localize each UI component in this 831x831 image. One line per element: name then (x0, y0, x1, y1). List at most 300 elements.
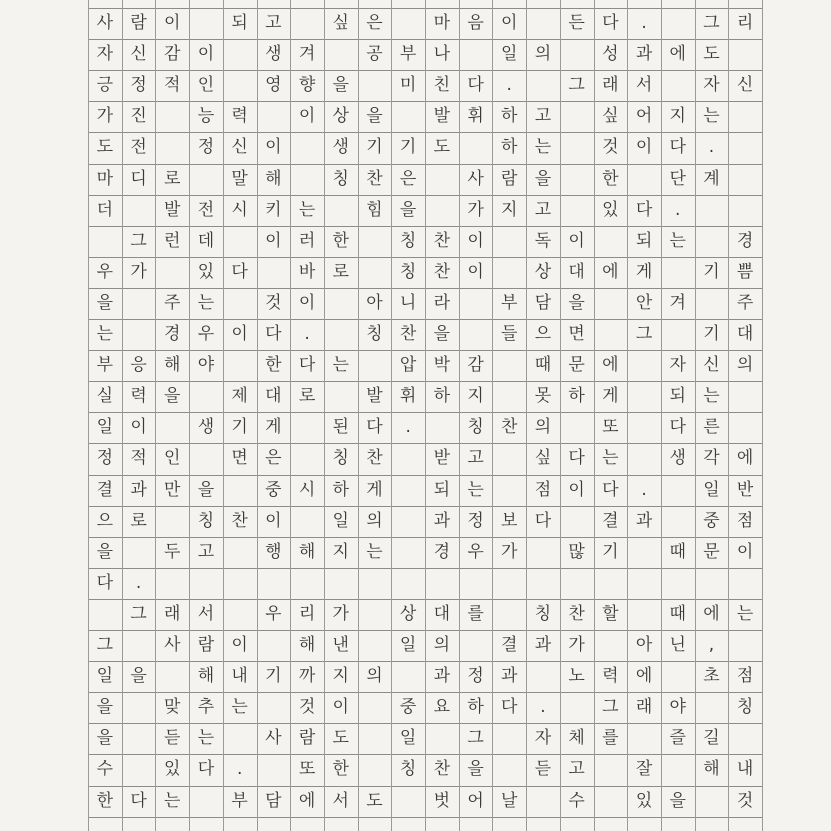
manuscript-cell: 람 (501, 168, 518, 189)
manuscript-cell (560, 692, 594, 723)
manuscript-cell: 칭 (197, 510, 215, 531)
manuscript-cell (627, 164, 661, 195)
manuscript-cell: . (708, 137, 715, 158)
manuscript-cell (594, 319, 628, 350)
manuscript-cell: 을 (568, 292, 585, 313)
manuscript-cell (695, 288, 729, 319)
manuscript-cell: 정 (467, 510, 484, 531)
manuscript-cell: 감 (164, 44, 181, 65)
manuscript-cell: 칭 (399, 261, 417, 282)
manuscript-cell: 마 (433, 13, 451, 34)
manuscript-cell: 는 (96, 324, 114, 345)
manuscript-cell (560, 101, 594, 132)
manuscript-cell (695, 786, 729, 817)
manuscript-cell: 발 (164, 199, 181, 220)
manuscript-cell: 서 (332, 790, 349, 811)
manuscript-cell: 면 (568, 324, 585, 345)
manuscript-cell: 휘 (399, 386, 417, 407)
manuscript-cell: 하 (433, 386, 451, 407)
manuscript-cell (122, 288, 156, 319)
manuscript-cell (695, 692, 729, 723)
manuscript-cell (358, 754, 392, 785)
manuscript-cell: 과 (635, 510, 653, 531)
manuscript-cell: 문 (568, 355, 585, 376)
manuscript-cell: 이 (332, 697, 349, 718)
manuscript-cell: 있 (635, 790, 653, 811)
manuscript-cell (122, 630, 156, 661)
manuscript-cell: 이 (197, 44, 215, 65)
manuscript-cell: 부 (231, 790, 248, 811)
manuscript-cell (155, 101, 189, 132)
manuscript-cell (257, 257, 291, 288)
manuscript-cell: 때 (669, 603, 686, 624)
manuscript-cell: 그 (635, 324, 653, 345)
manuscript-cell: 으 (96, 510, 114, 531)
manuscript-cell: 이 (501, 13, 518, 34)
manuscript-cell: 한 (602, 168, 619, 189)
manuscript-cell: 게 (635, 261, 653, 282)
manuscript-cell: 과 (635, 44, 653, 65)
manuscript-cell: 한 (332, 759, 349, 780)
manuscript-cell (560, 164, 594, 195)
manuscript-cell (223, 475, 257, 506)
manuscript-cell: 한 (332, 230, 349, 251)
manuscript-cell (358, 630, 392, 661)
manuscript-cell: 것 (298, 697, 316, 718)
manuscript-cell: . (540, 697, 546, 718)
manuscript-cell: 다 (467, 75, 484, 96)
manuscript-cell: 상 (332, 106, 349, 127)
manuscript-cell: 기 (366, 137, 383, 158)
manuscript-cell: 일 (332, 510, 349, 531)
manuscript-cell: 듣 (164, 728, 181, 749)
manuscript-cell: 이 (265, 137, 282, 158)
manuscript-cell: 지 (669, 106, 686, 127)
manuscript-cell (324, 195, 358, 226)
manuscript-cell (560, 132, 594, 163)
manuscript-cell (290, 132, 324, 163)
manuscript-cell: 게 (366, 479, 383, 500)
manuscript-cell (459, 39, 493, 70)
manuscript-cell: 것 (265, 292, 282, 313)
manuscript-cell (324, 319, 358, 350)
manuscript-cell: 가 (467, 199, 484, 220)
manuscript-cell (122, 195, 156, 226)
manuscript-cell: 겨 (669, 292, 686, 313)
manuscript-cell (88, 599, 122, 630)
manuscript-cell: 의 (366, 510, 383, 531)
manuscript-cell: 람 (130, 13, 147, 34)
manuscript-cell: 다 (96, 572, 114, 593)
manuscript-cell: 는 (197, 728, 215, 749)
manuscript-cell: 을 (534, 168, 552, 189)
manuscript-cell: 시 (231, 199, 248, 220)
manuscript-cell: 을 (467, 759, 484, 780)
manuscript-cell (324, 381, 358, 412)
manuscript-cell: 정 (96, 448, 114, 469)
manuscript-cell (189, 8, 223, 39)
manuscript-cell: 람 (298, 728, 316, 749)
manuscript-cell: 는 (332, 355, 349, 376)
manuscript-cell: 지 (332, 666, 349, 687)
manuscript-cell: 신 (703, 355, 720, 376)
manuscript-cell: 있 (197, 261, 215, 282)
manuscript-cell: 기 (703, 261, 720, 282)
manuscript-cell: 하 (501, 137, 518, 158)
manuscript-cell: 상 (399, 603, 417, 624)
manuscript-cell: 을 (130, 666, 147, 687)
manuscript-cell: 에 (602, 355, 619, 376)
manuscript-cell: 의 (736, 355, 754, 376)
manuscript-cell (223, 288, 257, 319)
manuscript-cell: 찬 (366, 448, 383, 469)
manuscript-cell: 서 (197, 603, 215, 624)
manuscript-cell: 든 (568, 13, 585, 34)
manuscript-cell: 으 (534, 324, 552, 345)
manuscript-cell (425, 195, 459, 226)
manuscript-cell: 하 (467, 697, 484, 718)
manuscript-cell: 어 (467, 790, 484, 811)
manuscript-cell: 을 (332, 75, 349, 96)
manuscript-cell: 싶 (534, 448, 552, 469)
manuscript-cell: 사 (164, 635, 181, 656)
manuscript-cell: 고 (467, 448, 484, 469)
manuscript-cell: 래 (635, 697, 653, 718)
manuscript-cell: 기 (265, 666, 282, 687)
manuscript-cell (526, 70, 560, 101)
manuscript-cell: 대 (736, 324, 754, 345)
manuscript-cell: 그 (130, 230, 147, 251)
manuscript-cell: 또 (602, 417, 619, 438)
manuscript-cell (425, 723, 459, 754)
manuscript-cell: 다 (231, 261, 248, 282)
manuscript-cell: . (135, 572, 142, 593)
manuscript-cell: 도 (703, 44, 720, 65)
manuscript-cell: 다 (298, 355, 316, 376)
manuscript-cell (391, 506, 425, 537)
manuscript-cell: 경 (736, 230, 754, 251)
manuscript-cell: 이 (231, 324, 248, 345)
manuscript-cell: 박 (433, 355, 451, 376)
manuscript-cell: 것 (736, 790, 754, 811)
manuscript-cell: 중 (399, 697, 417, 718)
manuscript-cell: 추 (197, 697, 215, 718)
manuscript-cell: 과 (501, 666, 518, 687)
manuscript-cell: 를 (467, 603, 484, 624)
manuscript-cell: 키 (265, 199, 282, 220)
manuscript-cell (594, 288, 628, 319)
manuscript-cell: 수 (568, 790, 585, 811)
manuscript-cell: 까 (298, 666, 316, 687)
manuscript-cell (155, 257, 189, 288)
manuscript-cell: 있 (164, 759, 181, 780)
manuscript-cell: 받 (433, 448, 451, 469)
manuscript-cell: 만 (164, 479, 181, 500)
manuscript-cell (88, 226, 122, 257)
manuscript-cell (155, 412, 189, 443)
manuscript-cell (627, 412, 661, 443)
manuscript-cell (391, 101, 425, 132)
manuscript-cell (122, 723, 156, 754)
manuscript-cell: 력 (231, 106, 248, 127)
manuscript-cell (391, 786, 425, 817)
manuscript-cell: . (641, 13, 647, 34)
manuscript-cell: 이 (130, 417, 147, 438)
manuscript-cell: 많 (568, 541, 585, 562)
manuscript-cell: 신 (130, 44, 147, 65)
manuscript-cell: 기 (231, 417, 248, 438)
manuscript-cell: 고 (534, 199, 552, 220)
manuscript-cell: 이 (231, 635, 248, 656)
manuscript-cell: 이 (298, 106, 316, 127)
manuscript-cell: 하 (501, 106, 518, 127)
manuscript-cell: 는 (736, 603, 754, 624)
manuscript-cell: 때 (534, 355, 552, 376)
manuscript-cell: 적 (130, 448, 147, 469)
manuscript-cell (661, 506, 695, 537)
manuscript-cell: 게 (265, 417, 282, 438)
manuscript-cell (391, 537, 425, 568)
manuscript-cell: 이 (568, 230, 585, 251)
manuscript-cell: 우 (265, 603, 282, 624)
manuscript-cell (391, 661, 425, 692)
manuscript-cell: 지 (501, 199, 518, 220)
manuscript-cell (223, 39, 257, 70)
manuscript-cell: 이 (467, 261, 484, 282)
manuscript-cell: 을 (669, 790, 686, 811)
manuscript-cell: 런 (164, 230, 181, 251)
manuscript-cell: 사 (96, 13, 114, 34)
manuscript-cell: 요 (433, 697, 451, 718)
manuscript-cell: 은 (265, 448, 282, 469)
manuscript-cell: 미 (399, 75, 417, 96)
manuscript-cell (594, 630, 628, 661)
manuscript-cell: 래 (602, 75, 619, 96)
manuscript-cell: . (405, 417, 411, 438)
manuscript-cell: 결 (501, 635, 518, 656)
manuscript-cell: 라 (433, 292, 451, 313)
manuscript-cell: 단 (669, 168, 686, 189)
manuscript-cell: 칭 (534, 603, 552, 624)
manuscript-cell (155, 506, 189, 537)
manuscript-cell: 하 (568, 386, 585, 407)
manuscript-cell: 을 (96, 697, 114, 718)
manuscript-cell: 의 (433, 635, 451, 656)
manuscript-cell: 는 (703, 106, 720, 127)
manuscript-cell: 자 (96, 44, 114, 65)
manuscript-cell: 일 (96, 666, 114, 687)
manuscript-cell: 신 (231, 137, 248, 158)
manuscript-cell: 힘 (366, 199, 383, 220)
manuscript-cell: 서 (635, 75, 653, 96)
manuscript-cell: 게 (602, 386, 619, 407)
manuscript-cell (661, 754, 695, 785)
manuscript-cell: 야 (197, 355, 215, 376)
manuscript-cell (257, 692, 291, 723)
manuscript-cell: 수 (96, 759, 114, 780)
manuscript-cell (189, 786, 223, 817)
manuscript-cell: 또 (298, 759, 316, 780)
manuscript-cell (560, 195, 594, 226)
manuscript-cell: 다 (501, 697, 518, 718)
manuscript-cell: 보 (501, 510, 518, 531)
manuscript-cell: 경 (164, 324, 181, 345)
manuscript-cell: 응 (130, 355, 147, 376)
manuscript-cell: 내 (231, 666, 248, 687)
manuscript-cell: 어 (635, 106, 653, 127)
manuscript-cell: 를 (602, 728, 619, 749)
manuscript-cell: 칭 (736, 697, 754, 718)
manuscript-cell: 정 (197, 137, 215, 158)
manuscript-cell: 결 (602, 510, 619, 531)
manuscript-cell (627, 381, 661, 412)
manuscript-cell (526, 537, 560, 568)
manuscript-cell: 과 (433, 666, 451, 687)
manuscript-cell: 싶 (602, 106, 619, 127)
manuscript-cell: 이 (298, 292, 316, 313)
manuscript-cell: 부 (501, 292, 518, 313)
manuscript-cell: 공 (366, 44, 383, 65)
manuscript-cell: 을 (96, 541, 114, 562)
manuscript-cell: 한 (265, 355, 282, 376)
manuscript-cell: 그 (96, 635, 114, 656)
manuscript-cell (189, 164, 223, 195)
manuscript-cell: 점 (736, 666, 754, 687)
manuscript-cell: 부 (96, 355, 114, 376)
manuscript-cell: . (641, 479, 647, 500)
manuscript-cell: 해 (703, 759, 720, 780)
manuscript-cell (492, 475, 526, 506)
manuscript-cell (155, 661, 189, 692)
manuscript-cell: 인 (164, 448, 181, 469)
manuscript-cell (358, 257, 392, 288)
manuscript-cell: 도 (96, 137, 114, 158)
manuscript-cell (257, 101, 291, 132)
manuscript-cell: 이 (164, 13, 181, 34)
manuscript-cell: 은 (399, 168, 417, 189)
manuscript-cell: 에 (602, 261, 619, 282)
manuscript-cell (661, 319, 695, 350)
manuscript-cell (223, 723, 257, 754)
manuscript-cell: 부 (399, 44, 417, 65)
manuscript-cell: 못 (534, 386, 552, 407)
grid-column-line (762, 0, 763, 831)
manuscript-cell: 우 (467, 541, 484, 562)
manuscript-cell: 른 (703, 417, 720, 438)
manuscript-cell: 길 (703, 728, 720, 749)
manuscript-cell: 찬 (231, 510, 248, 531)
manuscript-cell: 반 (736, 479, 754, 500)
manuscript-cell: 그 (568, 75, 585, 96)
manuscript-cell: 긍 (96, 75, 114, 96)
manuscript-cell: 다 (669, 417, 686, 438)
manuscript-cell (223, 70, 257, 101)
manuscript-cell (627, 537, 661, 568)
manuscript-cell: 기 (703, 324, 720, 345)
manuscript-cell: 지 (332, 541, 349, 562)
manuscript-cell (358, 692, 392, 723)
manuscript-cell: 주 (736, 292, 754, 313)
manuscript-cell: 싶 (332, 13, 349, 34)
manuscript-cell: 로 (130, 510, 147, 531)
manuscript-cell: 도 (366, 790, 383, 811)
manuscript-cell (290, 506, 324, 537)
manuscript-cell: 주 (164, 292, 181, 313)
manuscript-cell: 해 (164, 355, 181, 376)
manuscript-cell: 때 (669, 541, 686, 562)
manuscript-cell: 도 (433, 137, 451, 158)
manuscript-cell: . (304, 324, 310, 345)
manuscript-cell: 향 (298, 75, 316, 96)
manuscript-cell: 고 (197, 541, 215, 562)
manuscript-cell: 자 (703, 75, 720, 96)
manuscript-cell (492, 723, 526, 754)
manuscript-cell: 찬 (366, 168, 383, 189)
manuscript-cell: 시 (298, 479, 316, 500)
manuscript-cell (728, 630, 762, 661)
manuscript-cell: 결 (96, 479, 114, 500)
manuscript-cell (122, 319, 156, 350)
manuscript-cell: 전 (130, 137, 147, 158)
manuscript-cell (122, 537, 156, 568)
manuscript-cell: 생 (669, 448, 686, 469)
manuscript-cell: 에 (635, 666, 653, 687)
manuscript-cell: 즐 (669, 728, 686, 749)
manuscript-cell: 는 (366, 541, 383, 562)
manuscript-cell: 영 (265, 75, 282, 96)
manuscript-cell: 에 (736, 448, 754, 469)
manuscript-cell (223, 350, 257, 381)
manuscript-cell (122, 692, 156, 723)
manuscript-cell: 다 (197, 759, 215, 780)
manuscript-cell (661, 70, 695, 101)
manuscript-cell: 가 (130, 261, 147, 282)
manuscript-cell (358, 226, 392, 257)
manuscript-cell: 감 (467, 355, 484, 376)
manuscript-cell: 이 (568, 479, 585, 500)
manuscript-cell: 력 (602, 666, 619, 687)
manuscript-cell: 을 (197, 479, 215, 500)
manuscript-cell: 을 (399, 199, 417, 220)
manuscript-cell: 인 (197, 75, 215, 96)
manuscript-cell: 정 (467, 666, 484, 687)
manuscript-cell (425, 164, 459, 195)
manuscript-cell: 실 (96, 386, 114, 407)
manuscript-cell (257, 630, 291, 661)
manuscript-cell (492, 257, 526, 288)
manuscript-cell: 중 (703, 510, 720, 531)
manuscript-cell: 노 (568, 666, 585, 687)
manuscript-cell: 나 (433, 44, 451, 65)
manuscript-cell: 신 (736, 75, 754, 96)
manuscript-cell: 문 (703, 541, 720, 562)
manuscript-cell: 잘 (635, 759, 653, 780)
manuscript-cell: 전 (197, 199, 215, 220)
manuscript-cell: 칭 (332, 448, 349, 469)
manuscript-cell: 에 (298, 790, 316, 811)
manuscript-cell: 해 (265, 168, 282, 189)
manuscript-cell: 칭 (399, 230, 417, 251)
manuscript-cell: 찬 (399, 324, 417, 345)
manuscript-cell: 생 (197, 417, 215, 438)
manuscript-cell: 낸 (332, 635, 349, 656)
manuscript-cell: 된 (332, 417, 349, 438)
manuscript-cell: 다 (366, 417, 383, 438)
manuscript-cell: 찬 (568, 603, 585, 624)
manuscript-cell (358, 70, 392, 101)
manuscript-cell: , (708, 635, 715, 656)
manuscript-cell: 리 (736, 13, 754, 34)
